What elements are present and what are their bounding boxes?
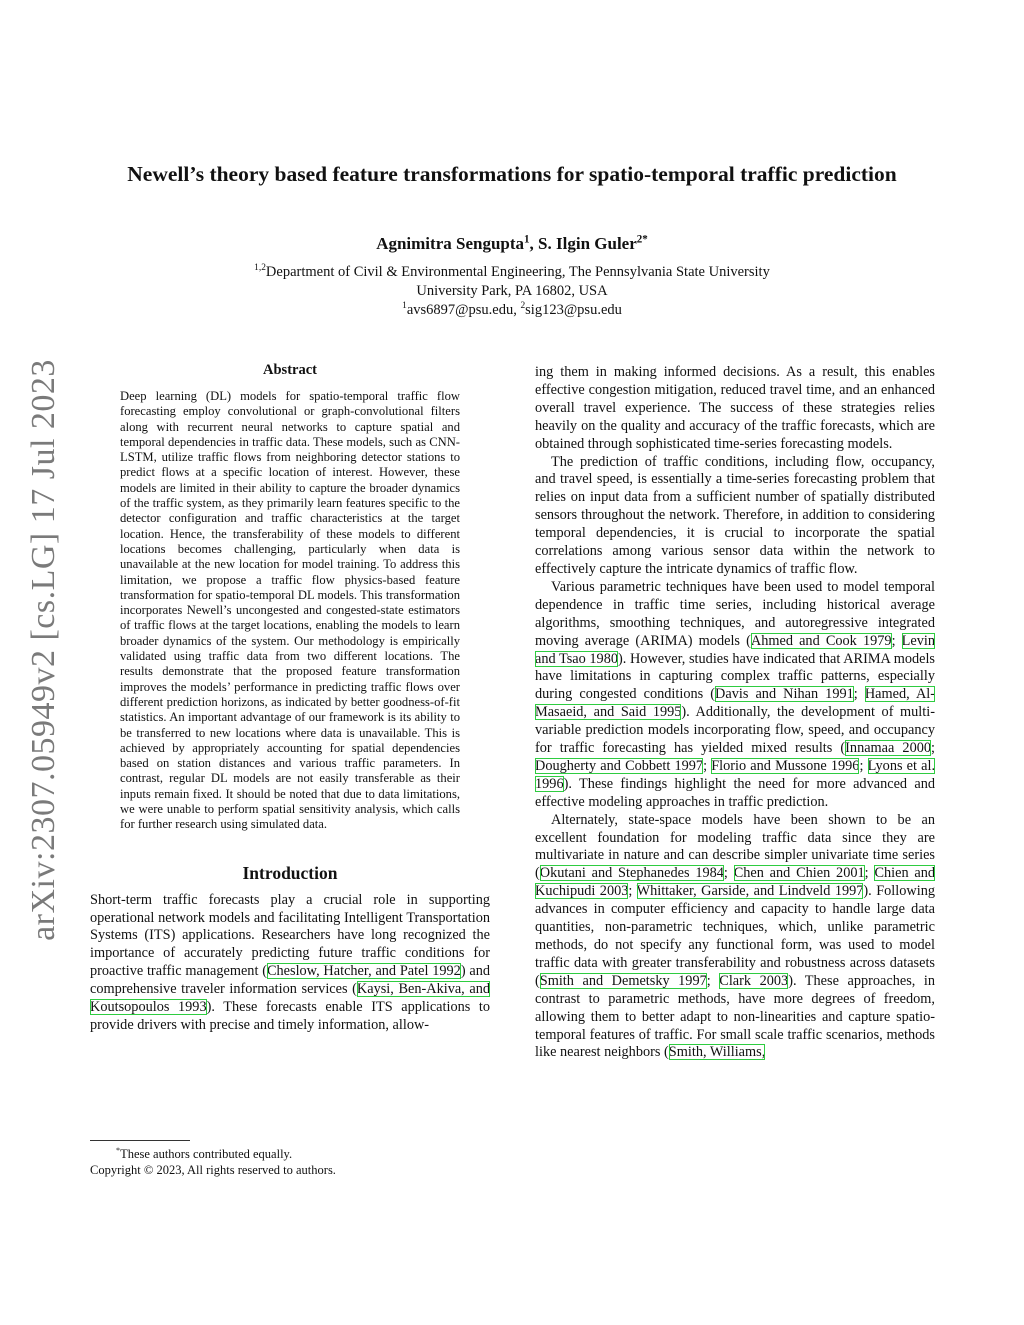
body-paragraph: The prediction of traffic conditions, including flow, occupancy, and travel speed, is essentially a time-series forecasting problem that relies on input data from a sufficient number of spatially distributed sensors throughout the network. Therefore, in addition to considering temporal dependencies, it is crucial to incorporate the spatial correlations among various sensor data within the network to effectively capture the intricate dynamics of traffic flow.: [535, 453, 935, 577]
citation-link[interactable]: Smith and Demetsky 1997: [539, 972, 707, 989]
citation-link[interactable]: Kaysi, Ben-Akiva, and Koutsopoulos 1993: [90, 981, 491, 1016]
citation-link[interactable]: Lyons et al. 1996: [535, 757, 936, 792]
text-run: ;: [706, 972, 720, 989]
footnote-divider: [90, 1140, 190, 1141]
text-run: ;: [703, 757, 712, 774]
citation-link[interactable]: Chien and Kuchipudi 2003: [535, 865, 936, 900]
citation-link[interactable]: Okutani and Stephanedes 1984: [539, 865, 724, 882]
abstract-heading: Abstract: [263, 362, 317, 378]
citation-link[interactable]: Davis and Nihan 1991: [715, 686, 854, 703]
footnote-equal-contribution: [90, 1146, 490, 1162]
citation-link[interactable]: Dougherty and Cobbett 1997: [535, 757, 704, 774]
email-2[interactable]: sig123@psu.edu: [525, 302, 622, 318]
text-run: ) and comprehensive traveler information services (: [90, 963, 490, 998]
text-run: ;: [931, 740, 935, 757]
text-run: ). Following advances in computer efficiency and capacity to handle large data quantities, non-parametric techniques, which, unlike parametric methods, do not specify any functional form, was used to model traffic data with greater transferability and robustness across datasets (: [535, 883, 935, 989]
footnote-sup: *: [116, 1145, 121, 1155]
address-line: University Park, PA 16802, USA: [416, 283, 608, 299]
left-column: [90, 362, 490, 1035]
citation-link[interactable]: Ahmed and Cook 1979: [750, 632, 892, 649]
text-run: ;: [891, 632, 902, 649]
introduction-heading: Introduction: [242, 862, 338, 883]
author-name: Agnimitra Sengupta: [376, 234, 525, 253]
author-sup: 1: [524, 233, 530, 246]
text-run: Various parametric techniques have been used to model temporal dependence in traffic time series, including historical average algorithms, smoothing techniques, and autoregressive integrated moving average (ARIMA) models (: [535, 578, 935, 649]
author-separator: ,: [529, 234, 539, 253]
author-list: [120, 233, 904, 255]
email-sup: 2: [520, 301, 526, 312]
citation-link[interactable]: Florio and Mussone 1996: [711, 757, 860, 774]
footnote-block: [90, 1146, 490, 1178]
text-run: ;: [864, 865, 875, 882]
citation-link[interactable]: Smith, Williams,: [668, 1044, 766, 1061]
text-run: ;: [859, 757, 868, 774]
text-run: ). These findings highlight the need for more advanced and effective modeling approaches in traffic prediction.: [535, 775, 935, 810]
citation-link[interactable]: Hamed, Al-Masaeid, and Said 1995: [535, 686, 936, 721]
citation-link[interactable]: Whittaker, Garside, and Lindveld 1997: [636, 883, 864, 900]
citation-link[interactable]: Levin and Tsao 1980: [535, 632, 936, 667]
citation-link[interactable]: Clark 2003: [719, 972, 789, 989]
citation-link[interactable]: Innamaa 2000: [845, 740, 932, 757]
email-line: [120, 301, 904, 320]
arxiv-stamp: arXiv:2307.05949v2 [cs.LG] 17 Jul 2023: [25, 359, 62, 941]
text-run: ;: [628, 883, 637, 900]
body-paragraph: ing them in making informed decisions. As a result, this enables effective congestion mitigation, reduced travel time, and an enhanced overall travel experience. The success of these strategies relies heavily on the quality and accuracy of the traffic forecasts, which are obtained through sophisticated time-series forecasting models.: [535, 364, 935, 452]
copyright-notice: Copyright © 2023, All rights reserved to authors.: [90, 1163, 336, 1177]
text-run: ). However, studies have indicated that ARIMA models have limitations in capturing complex traffic patterns, especially during congested conditions (: [535, 650, 935, 703]
text-run: ;: [723, 865, 734, 882]
right-column: [535, 364, 935, 1062]
paper-title: Newell’s theory based feature transformations for spatio-temporal traffic prediction: [127, 162, 897, 186]
intro-paragraph: [90, 892, 490, 1035]
email-sup: 1: [402, 301, 407, 312]
citation-link[interactable]: Cheslow, Hatcher, and Patel 1992: [266, 963, 461, 980]
department-line: [120, 263, 904, 282]
text-run: ). These forecasts enable ITS applications to provide drivers with precise and timely information, allow-: [90, 999, 491, 1033]
text-run: Short-term traffic forecasts play a crucial role in supporting operational network models and facilitating Intelligent Transportation Systems (ITS) applications. Researchers have long recognized the importance of accurately predicting future traffic conditions for proactive traffic management (: [90, 891, 490, 980]
abstract-text: Deep learning (DL) models for spatio-temporal traffic flow forecasting employ convolutional or graph-convolutional filters along with recurrent neural networks to capture spatial and temporal dependencies in traffic data. These models, such as CNN-LSTM, utilize traffic flows from neighboring detector stations to predict flows at a specific location of interest. However, these models are limited in their ability to capture the broader dynamics of the traffic system, as they primarily learn features specific to the detector configuration and traffic characteristics at the target location. Hence, the transferability of these models to different locations becomes challenging, particularly when data is unavailable at the new location for model training. To address this limitation, we propose a traffic flow physics-based feature transformation for spatio-temporal DL models. This transformation incorporates Newell’s uncongested and congested-state estimators of traffic flows at the target locations, enabling the models to learn broader dynamics of the system. Our methodology is empirically validated using traffic data from two different locations. The results demonstrate that the proposed feature transformation improves the models’ performance in predicting traffic flows over different prediction horizons, as indicated by better goodness-of-fit statistics. An important advantage of our framework is its ability to be transferred to new locations where data is unavailable. This is achieved by appropriately accounting for spatial dependencies based on station distances and various traffic parameters. In contrast, regular DL models are not easily transferable as their inputs remain fixed. It should be noted that due to data limitations, we were unable to perform spatial sensitivity analysis, which calls for further research using simulated data.: [120, 389, 460, 832]
department: Department of Civil & Environmental Engineering, The Pennsylvania State University: [265, 264, 770, 280]
email-separator: ,: [513, 302, 521, 318]
email-1[interactable]: avs6897@psu.edu: [406, 302, 514, 318]
affiliation-block: [120, 263, 904, 320]
footnote-text: These authors contributed equally.: [120, 1147, 293, 1161]
text-run: ). Additionally, the development of multi-variable prediction models incorporating flow, speed, and occupancy for traffic forecasting has yielded mixed results (: [535, 704, 935, 757]
text-run: ). These approaches, in contrast to parametric methods, have more degrees of freedom, allowing them to better adapt to non-linearities and capture spatio-temporal features of traffic. For small scale traffic scenarios, methods like nearest neighbors (: [535, 972, 936, 1061]
body-paragraph: [535, 579, 935, 812]
body-paragraph: [535, 812, 935, 1063]
author-name: S. Ilgin Guler: [538, 234, 637, 253]
citation-link[interactable]: Chen and Chien 2001: [733, 865, 865, 882]
text-run: ;: [853, 686, 865, 703]
author-sup: 2*: [636, 233, 648, 246]
dept-sup: 1,2: [254, 263, 266, 274]
text-run: Alternately, state-space models have been shown to be an excellent foundation for modeling traffic data since they are multivariate in nature and can describe simpler univariate time series (: [535, 811, 935, 882]
